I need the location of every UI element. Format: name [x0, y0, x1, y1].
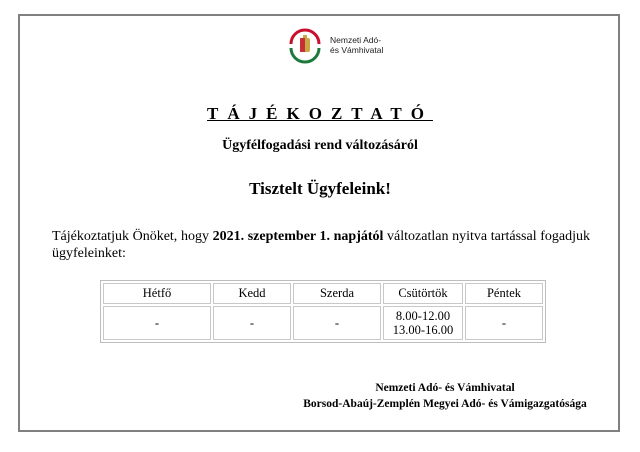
- opening-hours-table: [100, 280, 546, 343]
- nav-emblem-icon: [287, 26, 323, 66]
- cell-thursday: [383, 306, 463, 340]
- page-border: [18, 14, 620, 432]
- thursday-afternoon: 13.00-16.00: [392, 323, 454, 337]
- cell-monday: -: [103, 306, 211, 340]
- org-name: Nemzeti Adó- és Vámhivatal: [330, 35, 384, 55]
- header-friday: Péntek: [465, 283, 543, 304]
- table-row: [103, 306, 543, 340]
- header-monday: Hétfő: [103, 283, 211, 304]
- table-header-row: [103, 283, 543, 304]
- notice-paragraph: Tájékoztatjuk Önöket, hogy 2021. szeptember 1. napjától változatlan nyitva tartással fogadjuk ügyfeleinket:: [52, 229, 590, 261]
- greeting: Tisztelt Ügyfeleink!: [249, 179, 391, 198]
- page-title: TÁJÉKOZTATÓ: [207, 104, 433, 123]
- header-wednesday: Szerda: [293, 283, 381, 304]
- nav-logo: [287, 26, 407, 68]
- page-subtitle: Ügyfélfogadási rend változásáról: [222, 138, 418, 153]
- signature-line-1: Nemzeti Adó- és Vámhivatal: [375, 382, 515, 394]
- header-tuesday: Kedd: [213, 283, 291, 304]
- signature-line-2: Borsod-Abaúj-Zemplén Megyei Adó- és Vámigazgatósága: [303, 398, 587, 410]
- effective-date: 2021. szeptember 1. napjától: [212, 229, 384, 244]
- thursday-morning: 8.00-12.00: [395, 309, 451, 323]
- cell-friday: -: [465, 306, 543, 340]
- signature-block: [280, 380, 610, 412]
- header-thursday: Csütörtök: [383, 283, 463, 304]
- cell-wednesday: -: [293, 306, 381, 340]
- cell-tuesday: -: [213, 306, 291, 340]
